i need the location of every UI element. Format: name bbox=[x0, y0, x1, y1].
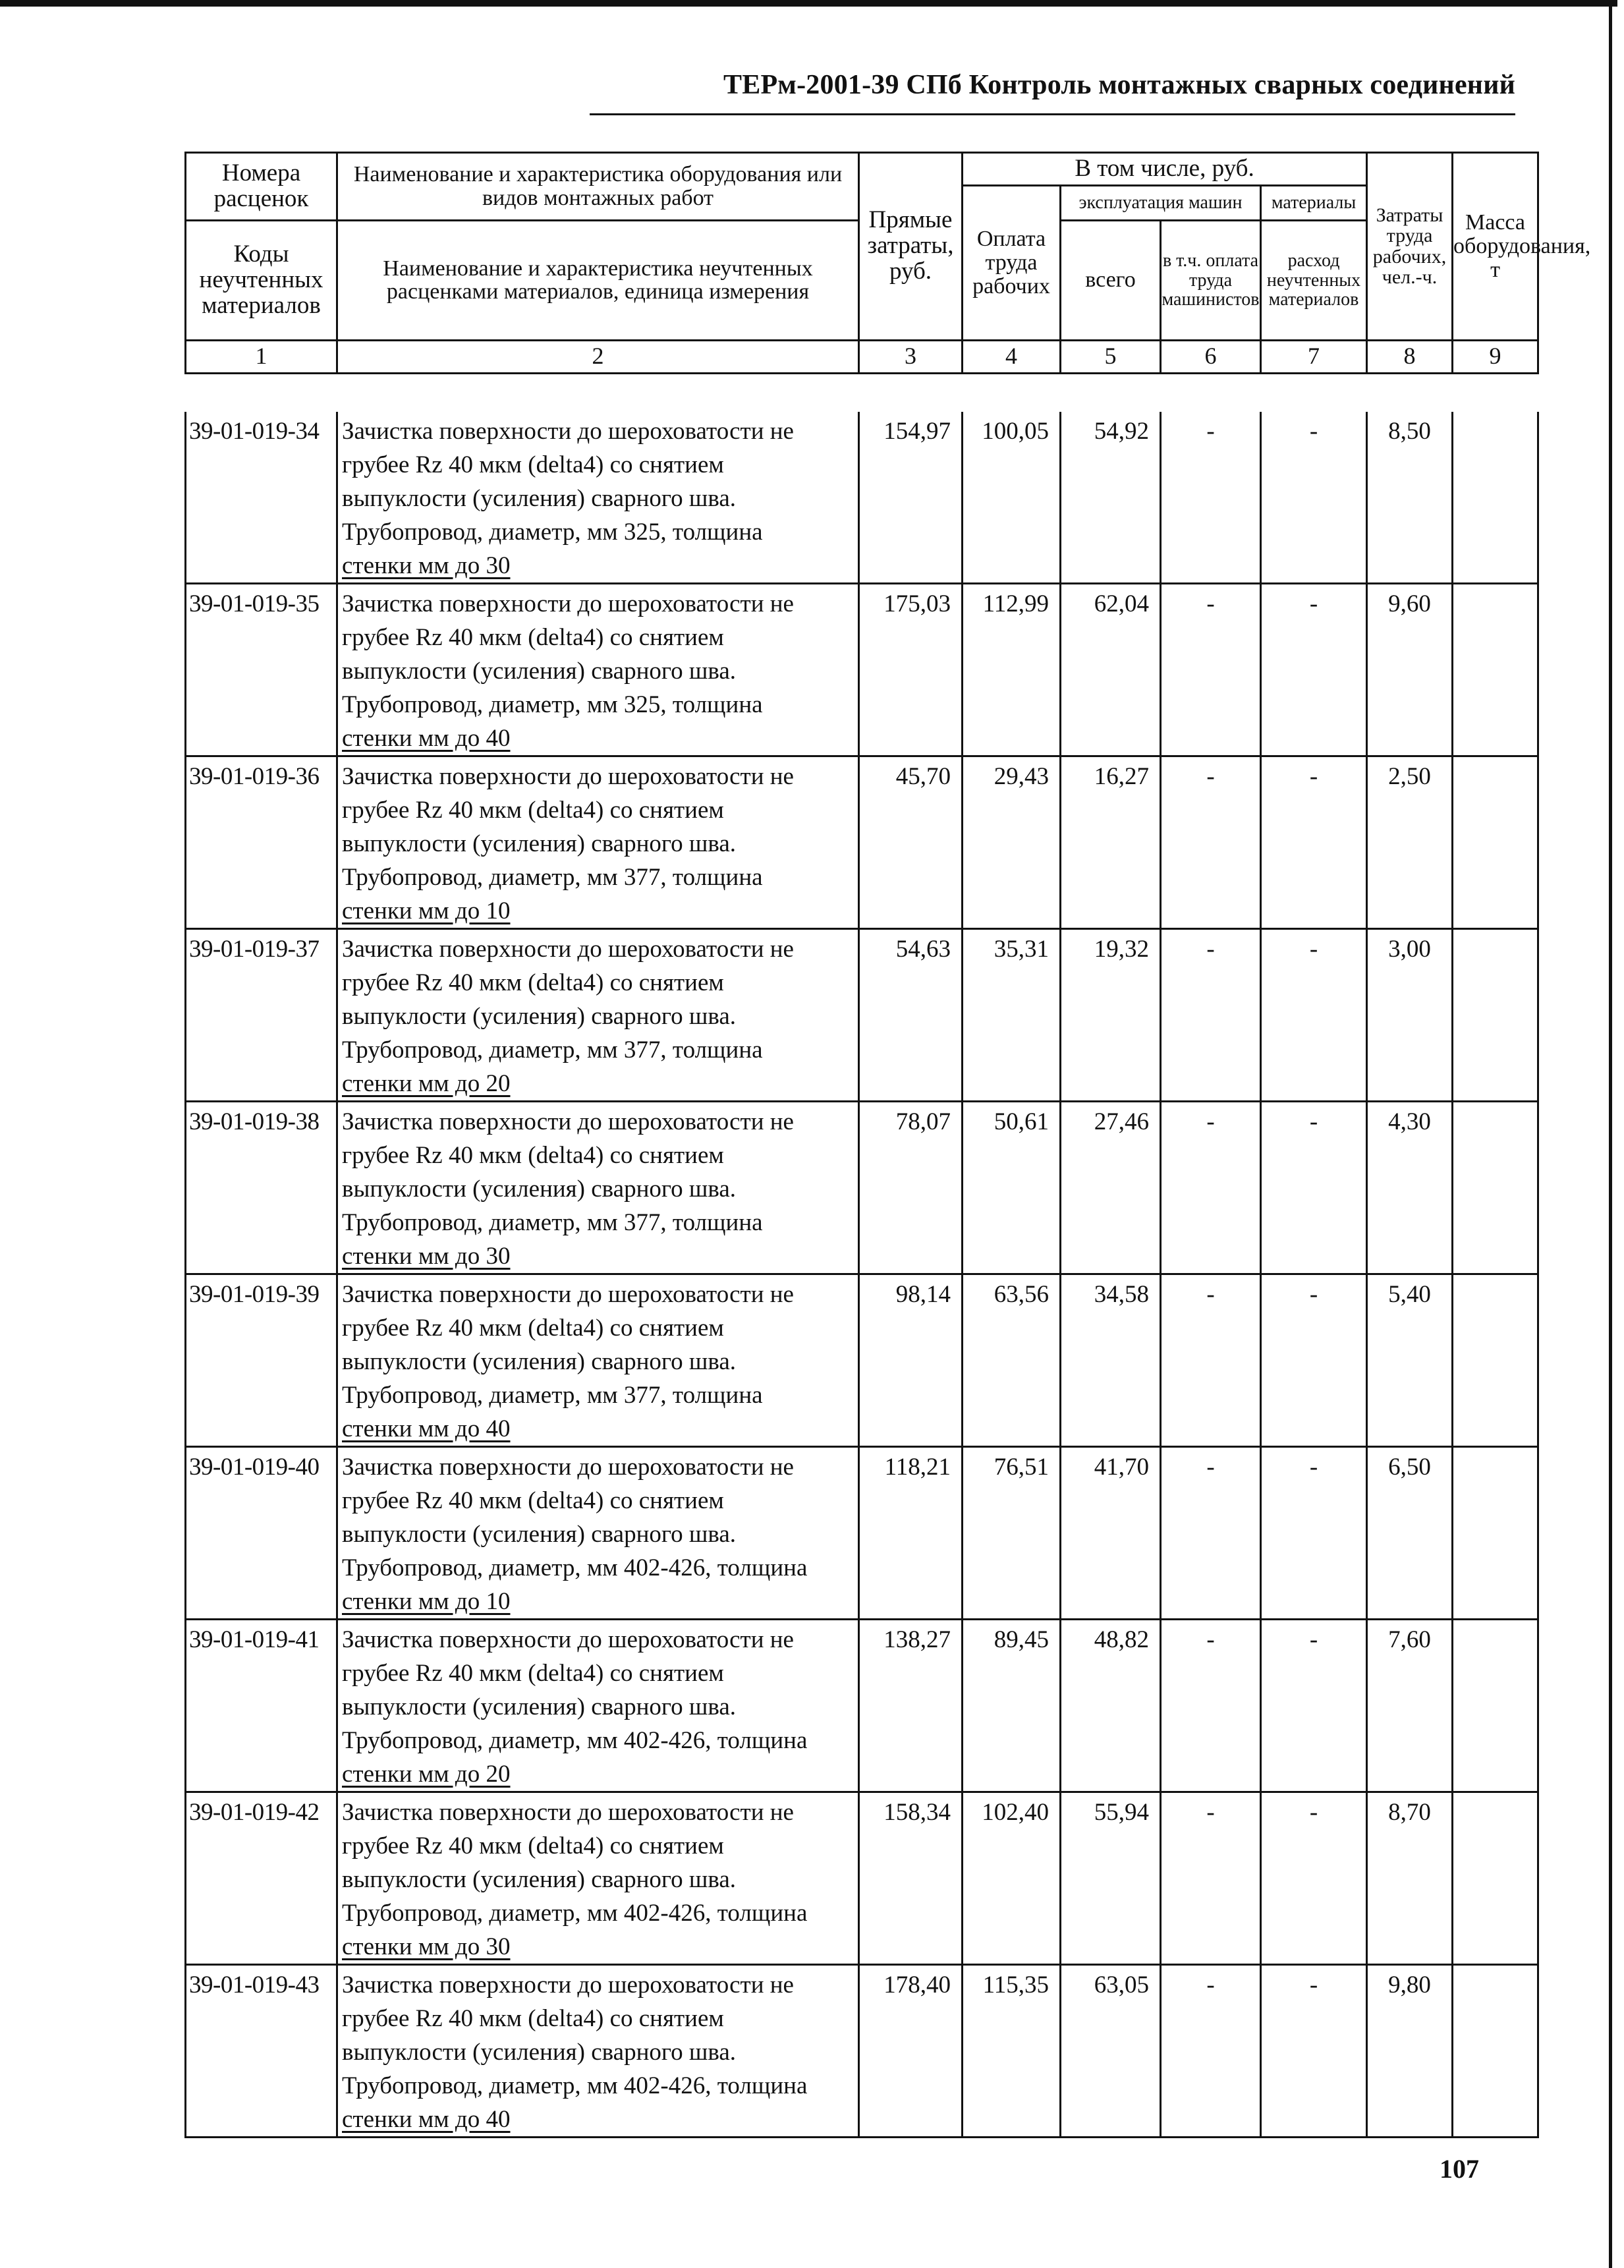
machines-total-value: 19,32 bbox=[1061, 929, 1161, 1102]
direct-costs-value: 118,21 bbox=[859, 1447, 963, 1620]
description-line: Зачистка поверхности до шероховатости не bbox=[342, 1626, 794, 1653]
labor-costs-value: 8,50 bbox=[1367, 412, 1453, 584]
description-line: Зачистка поверхности до шероховатости не bbox=[342, 1799, 794, 1826]
materials-value: - bbox=[1261, 412, 1367, 584]
direct-costs-value: 154,97 bbox=[859, 412, 963, 584]
header-materials-unaccounted: расход неучтенных материалов bbox=[1261, 220, 1367, 340]
materials-value: - bbox=[1261, 1274, 1367, 1447]
description-line: грубее Rz 40 мкм (delta4) со снятием bbox=[342, 1832, 724, 1859]
direct-costs-value: 175,03 bbox=[859, 584, 963, 756]
header-materials: материалы bbox=[1261, 186, 1367, 220]
rate-code: 39-01-019-40 bbox=[186, 1447, 337, 1620]
labor-pay-value: 29,43 bbox=[963, 756, 1061, 929]
header-rate-numbers: Номера расценок bbox=[186, 153, 337, 221]
machines-incl-pay-value: - bbox=[1161, 1792, 1261, 1965]
labor-pay-value: 112,99 bbox=[963, 584, 1061, 756]
materials-value: - bbox=[1261, 1102, 1367, 1274]
equipment-mass-value bbox=[1453, 1792, 1538, 1965]
labor-costs-value: 9,60 bbox=[1367, 584, 1453, 756]
description-line: стенки мм до 20 bbox=[342, 1070, 511, 1097]
work-description bbox=[337, 412, 859, 584]
machines-incl-pay-value: - bbox=[1161, 1447, 1261, 1620]
header-machines-total: всего bbox=[1061, 220, 1161, 340]
description-line: выпуклости (усиления) сварного шва. bbox=[342, 1866, 737, 1893]
rate-code: 39-01-019-42 bbox=[186, 1792, 337, 1965]
description-line: стенки мм до 30 bbox=[342, 1933, 511, 1960]
table-row bbox=[186, 1792, 1538, 1965]
header-number-2: 2 bbox=[337, 340, 859, 373]
materials-value: - bbox=[1261, 1620, 1367, 1792]
description-line: Трубопровод, диаметр, мм 402-426, толщина bbox=[342, 1554, 808, 1581]
direct-costs-value: 45,70 bbox=[859, 756, 963, 929]
labor-costs-value: 7,60 bbox=[1367, 1620, 1453, 1792]
labor-costs-value: 9,80 bbox=[1367, 1965, 1453, 2138]
header-number-3: 3 bbox=[859, 340, 963, 373]
description-line: Трубопровод, диаметр, мм 402-426, толщина bbox=[342, 1900, 808, 1927]
description-line: Трубопровод, диаметр, мм 325, толщина bbox=[342, 691, 763, 718]
description-line: выпуклости (усиления) сварного шва. bbox=[342, 830, 737, 857]
rate-code: 39-01-019-43 bbox=[186, 1965, 337, 2138]
labor-costs-value: 6,50 bbox=[1367, 1447, 1453, 1620]
work-description bbox=[337, 756, 859, 929]
description-line: грубее Rz 40 мкм (delta4) со снятием bbox=[342, 2005, 724, 2032]
scan-right-border bbox=[1609, 7, 1612, 2268]
header-number-4: 4 bbox=[963, 340, 1061, 373]
machines-incl-pay-value: - bbox=[1161, 1274, 1261, 1447]
equipment-mass-value bbox=[1453, 756, 1538, 929]
work-description bbox=[337, 1102, 859, 1274]
description-line: грубее Rz 40 мкм (delta4) со снятием bbox=[342, 451, 724, 478]
description-line: Зачистка поверхности до шероховатости не bbox=[342, 763, 794, 790]
description-line: выпуклости (усиления) сварного шва. bbox=[342, 485, 737, 512]
labor-costs-value: 8,70 bbox=[1367, 1792, 1453, 1965]
table-row bbox=[186, 756, 1538, 929]
table-row bbox=[186, 1620, 1538, 1792]
work-description bbox=[337, 1620, 859, 1792]
equipment-mass-value bbox=[1453, 1102, 1538, 1274]
description-line: Трубопровод, диаметр, мм 377, толщина bbox=[342, 1209, 763, 1236]
machines-total-value: 16,27 bbox=[1061, 756, 1161, 929]
labor-pay-value: 35,31 bbox=[963, 929, 1061, 1102]
machines-total-value: 54,92 bbox=[1061, 412, 1161, 584]
equipment-mass-value bbox=[1453, 1965, 1538, 2138]
header-machines-incl-pay: в т.ч. оплата труда машинистов bbox=[1161, 220, 1261, 340]
description-line: грубее Rz 40 мкм (delta4) со снятием bbox=[342, 1487, 724, 1514]
work-description bbox=[337, 1965, 859, 2138]
description-line: стенки мм до 20 bbox=[342, 1761, 511, 1788]
machines-incl-pay-value: - bbox=[1161, 929, 1261, 1102]
machines-total-value: 41,70 bbox=[1061, 1447, 1161, 1620]
direct-costs-value: 98,14 bbox=[859, 1274, 963, 1447]
rate-code: 39-01-019-38 bbox=[186, 1102, 337, 1274]
machines-total-value: 27,46 bbox=[1061, 1102, 1161, 1274]
scan-top-border bbox=[0, 0, 1617, 7]
description-line: стенки мм до 10 bbox=[342, 897, 511, 924]
description-line: грубее Rz 40 мкм (delta4) со снятием bbox=[342, 624, 724, 651]
materials-value: - bbox=[1261, 1792, 1367, 1965]
header-direct-costs: Прямые затраты, руб. bbox=[859, 153, 963, 341]
description-line: выпуклости (усиления) сварного шва. bbox=[342, 1176, 737, 1203]
header-work-name: Наименование и характеристика оборудования или видов монтажных работ bbox=[337, 153, 859, 221]
machines-total-value: 55,94 bbox=[1061, 1792, 1161, 1965]
equipment-mass-value bbox=[1453, 929, 1538, 1102]
machines-total-value: 34,58 bbox=[1061, 1274, 1161, 1447]
header-equipment-mass: Масса оборудования, т bbox=[1453, 153, 1538, 341]
page-number: 107 bbox=[1440, 2154, 1479, 2184]
description-line: Зачистка поверхности до шероховатости не bbox=[342, 1108, 794, 1135]
table-row bbox=[186, 1274, 1538, 1447]
description-line: грубее Rz 40 мкм (delta4) со снятием bbox=[342, 969, 724, 996]
header-number-7: 7 bbox=[1261, 340, 1367, 373]
labor-pay-value: 89,45 bbox=[963, 1620, 1061, 1792]
machines-incl-pay-value: - bbox=[1161, 1102, 1261, 1274]
materials-value: - bbox=[1261, 929, 1367, 1102]
header-materials-name: Наименование и характеристика неучтенных расценками материалов, единица измерения bbox=[337, 220, 859, 340]
description-line: Зачистка поверхности до шероховатости не bbox=[342, 418, 794, 445]
description-line: выпуклости (усиления) сварного шва. bbox=[342, 1693, 737, 1720]
labor-pay-value: 102,40 bbox=[963, 1792, 1061, 1965]
direct-costs-value: 54,63 bbox=[859, 929, 963, 1102]
labor-pay-value: 100,05 bbox=[963, 412, 1061, 584]
header-number-8: 8 bbox=[1367, 340, 1453, 373]
machines-incl-pay-value: - bbox=[1161, 756, 1261, 929]
work-description bbox=[337, 929, 859, 1102]
description-line: грубее Rz 40 мкм (delta4) со снятием bbox=[342, 1660, 724, 1687]
machines-incl-pay-value: - bbox=[1161, 1965, 1261, 2138]
materials-value: - bbox=[1261, 584, 1367, 756]
labor-pay-value: 76,51 bbox=[963, 1447, 1061, 1620]
labor-costs-value: 4,30 bbox=[1367, 1102, 1453, 1274]
header-number-6: 6 bbox=[1161, 340, 1261, 373]
description-line: Трубопровод, диаметр, мм 377, толщина bbox=[342, 1382, 763, 1409]
running-head: ТЕРм-2001-39 СПб Контроль монтажных сварных соединений bbox=[723, 70, 1515, 100]
description-line: грубее Rz 40 мкм (delta4) со снятием bbox=[342, 1142, 724, 1169]
description-line: выпуклости (усиления) сварного шва. bbox=[342, 1521, 737, 1548]
description-line: стенки мм до 40 bbox=[342, 1415, 511, 1442]
table-row bbox=[186, 1102, 1538, 1274]
direct-costs-value: 178,40 bbox=[859, 1965, 963, 2138]
equipment-mass-value bbox=[1453, 1274, 1538, 1447]
description-line: Зачистка поверхности до шероховатости не bbox=[342, 1281, 794, 1308]
direct-costs-value: 138,27 bbox=[859, 1620, 963, 1792]
running-head-rule bbox=[590, 113, 1515, 115]
rate-code: 39-01-019-35 bbox=[186, 584, 337, 756]
equipment-mass-value bbox=[1453, 1447, 1538, 1620]
table-row bbox=[186, 412, 1538, 584]
rate-code: 39-01-019-34 bbox=[186, 412, 337, 584]
header-number-9: 9 bbox=[1453, 340, 1538, 373]
description-line: стенки мм до 40 bbox=[342, 725, 511, 752]
table-row bbox=[186, 584, 1538, 756]
machines-total-value: 48,82 bbox=[1061, 1620, 1161, 1792]
labor-pay-value: 63,56 bbox=[963, 1274, 1061, 1447]
description-line: Трубопровод, диаметр, мм 402-426, толщина bbox=[342, 2072, 808, 2099]
table-header bbox=[184, 152, 1591, 374]
rates-table bbox=[184, 412, 1539, 2138]
description-line: выпуклости (усиления) сварного шва. bbox=[342, 2039, 737, 2066]
direct-costs-value: 78,07 bbox=[859, 1102, 963, 1274]
rate-code: 39-01-019-41 bbox=[186, 1620, 337, 1792]
header-labor-costs: Затраты труда рабочих, чел.-ч. bbox=[1367, 153, 1453, 341]
description-line: стенки мм до 30 bbox=[342, 552, 511, 579]
description-line: Трубопровод, диаметр, мм 377, толщина bbox=[342, 864, 763, 891]
machines-incl-pay-value: - bbox=[1161, 412, 1261, 584]
description-line: Зачистка поверхности до шероховатости не bbox=[342, 590, 794, 617]
equipment-mass-value bbox=[1453, 1620, 1538, 1792]
description-line: стенки мм до 30 bbox=[342, 1243, 511, 1270]
description-line: грубее Rz 40 мкм (delta4) со снятием bbox=[342, 797, 724, 824]
machines-incl-pay-value: - bbox=[1161, 1620, 1261, 1792]
labor-pay-value: 115,35 bbox=[963, 1965, 1061, 2138]
description-line: Зачистка поверхности до шероховатости не bbox=[342, 1971, 794, 1999]
description-line: грубее Rz 40 мкм (delta4) со снятием bbox=[342, 1315, 724, 1342]
table-row bbox=[186, 1447, 1538, 1620]
labor-pay-value: 50,61 bbox=[963, 1102, 1061, 1274]
header-machines: эксплуатация машин bbox=[1061, 186, 1261, 220]
materials-value: - bbox=[1261, 756, 1367, 929]
direct-costs-value: 158,34 bbox=[859, 1792, 963, 1965]
machines-total-value: 62,04 bbox=[1061, 584, 1161, 756]
work-description bbox=[337, 1792, 859, 1965]
work-description bbox=[337, 584, 859, 756]
description-line: выпуклости (усиления) сварного шва. bbox=[342, 1348, 737, 1375]
description-line: стенки мм до 10 bbox=[342, 1588, 511, 1615]
equipment-mass-value bbox=[1453, 412, 1538, 584]
labor-costs-value: 3,00 bbox=[1367, 929, 1453, 1102]
description-line: Трубопровод, диаметр, мм 325, толщина bbox=[342, 519, 763, 546]
table-row bbox=[186, 1965, 1538, 2138]
description-line: Трубопровод, диаметр, мм 402-426, толщина bbox=[342, 1727, 808, 1754]
work-description bbox=[337, 1447, 859, 1620]
machines-incl-pay-value: - bbox=[1161, 584, 1261, 756]
header-number-5: 5 bbox=[1061, 340, 1161, 373]
header-including: В том числе, руб. bbox=[963, 153, 1367, 186]
labor-costs-value: 5,40 bbox=[1367, 1274, 1453, 1447]
description-line: Зачистка поверхности до шероховатости не bbox=[342, 936, 794, 963]
description-line: Зачистка поверхности до шероховатости не bbox=[342, 1454, 794, 1481]
description-line: Трубопровод, диаметр, мм 377, толщина bbox=[342, 1036, 763, 1063]
table-row bbox=[186, 929, 1538, 1102]
materials-value: - bbox=[1261, 1965, 1367, 2138]
equipment-mass-value bbox=[1453, 584, 1538, 756]
materials-value: - bbox=[1261, 1447, 1367, 1620]
description-line: выпуклости (усиления) сварного шва. bbox=[342, 658, 737, 685]
description-line: стенки мм до 40 bbox=[342, 2106, 511, 2133]
work-description bbox=[337, 1274, 859, 1447]
rate-code: 39-01-019-37 bbox=[186, 929, 337, 1102]
labor-costs-value: 2,50 bbox=[1367, 756, 1453, 929]
header-labor-pay: Оплата труда рабочих bbox=[963, 186, 1061, 340]
machines-total-value: 63,05 bbox=[1061, 1965, 1161, 2138]
header-number-1: 1 bbox=[186, 340, 337, 373]
rate-code: 39-01-019-39 bbox=[186, 1274, 337, 1447]
description-line: выпуклости (усиления) сварного шва. bbox=[342, 1003, 737, 1030]
rate-code: 39-01-019-36 bbox=[186, 756, 337, 929]
header-unaccounted-codes: Коды неучтенных материалов bbox=[186, 220, 337, 340]
